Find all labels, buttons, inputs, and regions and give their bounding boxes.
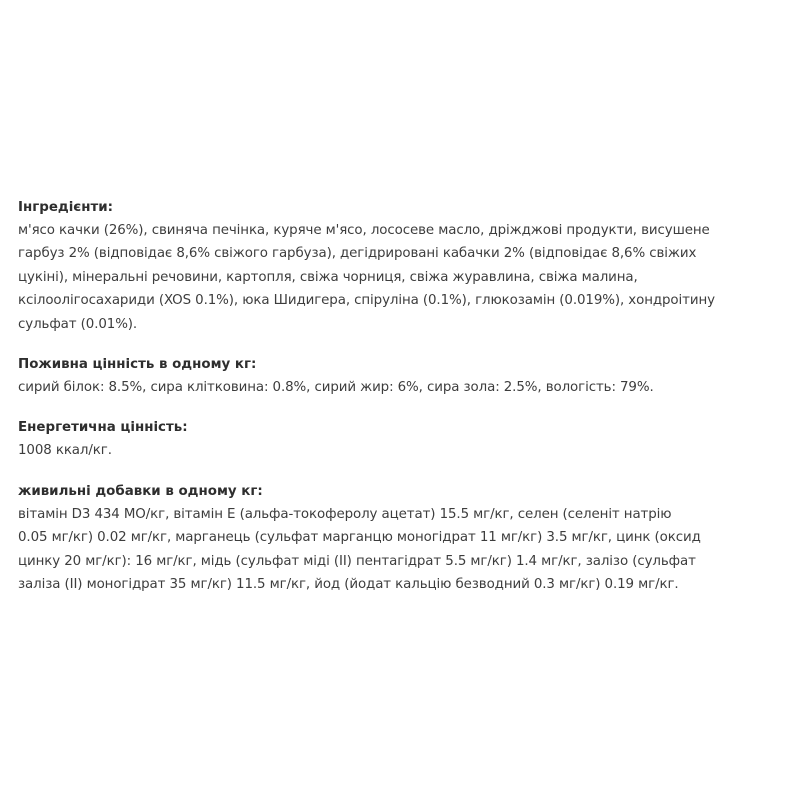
ingredients-heading: Інгредієнти: <box>18 200 113 215</box>
ingredients-text <box>18 219 786 336</box>
text-line: гарбуз 2% (відповідає 8,6% свіжого гарбуза), дегідрировані кабачки 2% (відповідає 8,6% свіжих <box>18 246 697 262</box>
ingredients-section <box>18 196 786 336</box>
nutrition-heading: Поживна цінність в одному кг: <box>18 357 257 373</box>
nutrition-text <box>18 376 786 399</box>
additives-section <box>18 480 786 597</box>
additives-text <box>18 503 786 597</box>
text-line: 0.05 мг/кг) 0.02 мг/кг, марганець (сульфат марганцю моногідрат 11 мг/кг) 3.5 мг/кг, цинк (оксид <box>18 530 701 546</box>
text-line: сирий білок: 8.5%, сира клітковина: 0.8%, сирий жир: 6%, сира зола: 2.5%, вологість: 79%. <box>18 380 654 396</box>
text-line: 1008 ккал/кг. <box>18 443 112 459</box>
energy-heading: Енергетична цінність: <box>18 420 188 436</box>
product-description <box>18 196 786 613</box>
text-line: вітамін D3 434 МО/кг, вітамін Е (альфа-токоферолу ацетат) 15.5 мг/кг, селен (селеніт натрію <box>18 506 672 522</box>
additives-heading: живильні добавки в одному кг: <box>18 483 263 499</box>
text-line: ксілоолігосахариди (XOS 0.1%), юка Шидигера, спіруліна (0.1%), глюкозамін (0.019%), хондроітину <box>18 293 715 309</box>
text-line: сульфат (0.01%). <box>18 316 138 332</box>
energy-section <box>18 416 786 462</box>
text-line: цинку 20 мг/кг): 16 мг/кг, мідь (сульфат міді (II) пентагідрат 5.5 мг/кг) 1.4 мг/кг, залізо (сульфат <box>18 553 696 569</box>
text-line: цукіні), мінеральні речовини, картопля, свіжа чорниця, свіжа журавлина, свіжа малина, <box>18 269 638 285</box>
nutrition-section <box>18 353 786 399</box>
energy-text <box>18 439 786 462</box>
text-line: м'ясо качки (26%), свиняча печінка, куряче м'ясо, лососеве масло, дріжджові продукти, висушене <box>18 223 710 238</box>
text-line: заліза (II) моногідрат 35 мг/кг) 11.5 мг/кг, йод (йодат кальцію безводний 0.3 мг/кг) 0.19 мг/кг. <box>18 577 679 593</box>
